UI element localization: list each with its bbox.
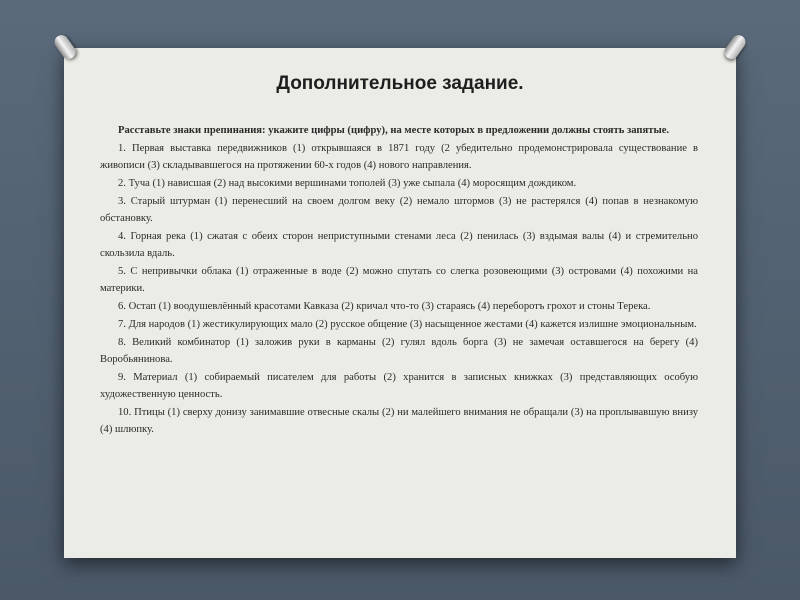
sentence-item: 4. Горная река (1) сжатая с обеих сторон неприступными стенами леса (2) пенилась (3) вздымая валы (4) и стремительно скользила вдаль. <box>100 231 698 259</box>
page-title: Дополнительное задание. <box>276 73 524 94</box>
sentence-item: 6. Остап (1) воодушевлённый красотами Кавказа (2) кричал что-то (3) стараясь (4) переборотъ грохот и стоны Терека. <box>118 301 651 312</box>
task-text <box>100 122 698 439</box>
sentence-item: 5. С непривычки облака (1) отраженные в воде (2) можно спутать со слегка розовеющими (3) островами (4) похожими на материки. <box>100 266 698 294</box>
sentence-item: 8. Великий комбинатор (1) заложив руки в карманы (2) гулял вдоль борга (3) не замечая оставшегося на берегу (4) Воробьянинова. <box>100 337 698 365</box>
sentence-item: 1. Первая выставка передвижников (1) открывшаяся в 1871 году (2 убедительно продемонстрировала существование в живописи (3) складывавшегося на протяжении 60-х годов (4) нового направления. <box>100 143 698 171</box>
sentence-item: 10. Птицы (1) сверху донизу занимавшие отвесные скалы (2) ни малейшего внимания не обращали (3) на проплывавшую внизу (4) шлюпку. <box>100 407 698 435</box>
task-instruction: Расставьте знаки препинания: укажите цифры (цифру), на месте которых в предложении должны стоять запятые. <box>118 125 670 136</box>
sentence-item: 2. Туча (1) нависшая (2) над высокими вершинами тополей (3) уже сыпала (4) моросящим дождиком. <box>118 178 577 189</box>
sentence-item: 7. Для народов (1) жестикулирующих мало (2) русское общение (3) насыщенное жестами (4) кажется излишне эмоциональным. <box>118 319 697 330</box>
sentence-item: 9. Материал (1) собираемый писателем для работы (2) хранится в записных книжках (3) представляющих особую художественную ценность. <box>100 372 698 400</box>
sentence-item: 3. Старый штурман (1) перенесший на своем долгом веку (2) немало штормов (3) не растерялся (4) попав в незнакомую обстановку. <box>100 196 698 224</box>
